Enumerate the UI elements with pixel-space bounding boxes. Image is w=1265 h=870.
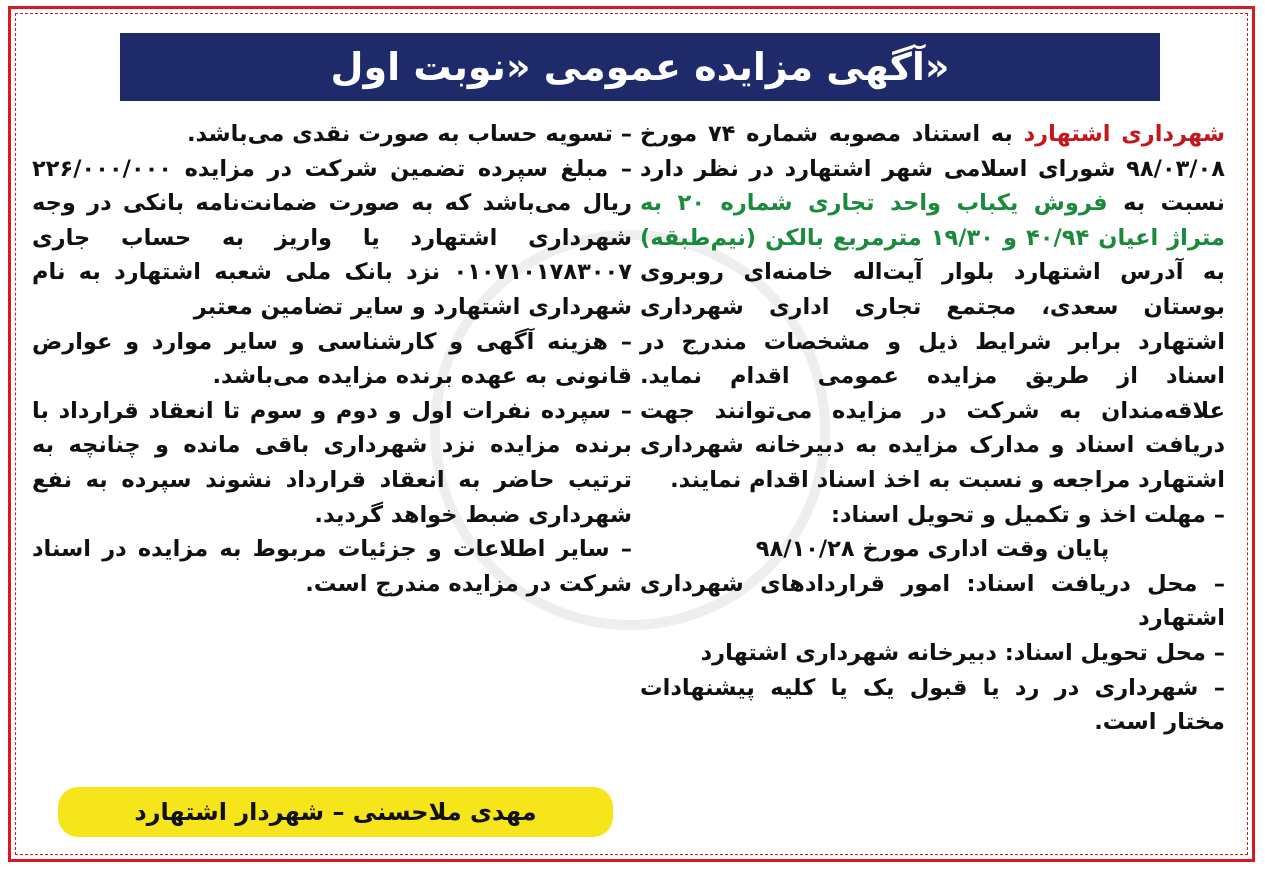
intro-text: به استناد مصوبه شماره ۷۴ مورخ ۹۸/۰۳/۰۸ شورای اسلامی شهر اشتهارد در نظر دارد نسبت به bbox=[640, 121, 1225, 217]
org-name: شهرداری اشتهارد bbox=[1023, 121, 1225, 147]
deadline-value: پایان وقت اداری مورخ ۹۸/۱۰/۲۸ bbox=[755, 536, 1110, 563]
ad-title-text: آگهی مزایده عمومی «نوبت اول» bbox=[330, 45, 950, 89]
ad-title bbox=[120, 33, 1160, 101]
receive-place: – محل دریافت اسناد: امور قراردادهای شهرداری اشتهارد bbox=[640, 570, 1225, 632]
condition-item: – هزینه آگهی و کارشناسی و سایر موارد و عوارض قانونی به عهده برنده مزایده می‌باشد. bbox=[32, 328, 632, 390]
condition-item: – سپرده نفرات اول و دوم و سوم تا انعقاد قرارداد با برنده مزایده نزد شهرداری باقی مانده و چنانچه به ترتیب حاضر به انعقاد قرارداد نشوند سپرده به نفع شهرداری ضبط خواهد گردید. bbox=[32, 397, 632, 528]
condition-item: – سایر اطلاعات و جزئیات مربوط به مزایده در اسناد شرکت در مزایده مندرج است. bbox=[32, 536, 632, 597]
right-column bbox=[640, 117, 1225, 740]
sale-item: فروش یکباب واحد تجاری شماره ۲۰ به متراژ اعیان ۴۰/۹۴ و ۱۹/۳۰ مترمربع بالکن (نیم‌طبقه) bbox=[640, 190, 1225, 251]
deliver-place: – محل تحویل اسناد: دبیرخانه شهرداری اشتهارد bbox=[700, 639, 1225, 666]
condition-item: – تسویه حساب به صورت نقدی می‌باشد. bbox=[187, 121, 632, 147]
address-text: به آدرس اشتهارد بلوار آیت‌اله خامنه‌ای روبروی بوستان سعدی، مجتمع تجاری اداری شهرداری اشتهارد برابر شرایط ذیل و مشخصات مندرج در اسناد از طریق مزایده عمومی اقدام نماید. علاقه‌مندان به شرکت در مزایده می‌توانند جهت دریافت اسناد و مدارک مزایده به دبیرخانه شهرداری اشتهارد مراجعه و نسبت به اخذ اسناد اقدام نمایند. bbox=[640, 259, 1225, 493]
intro-paragraph bbox=[640, 117, 1225, 498]
rights-clause: – شهرداری در رد یا قبول یک یا کلیه پیشنهادات مختار است. bbox=[640, 674, 1225, 736]
signature-box bbox=[58, 787, 613, 837]
deadline-label: – مهلت اخذ و تکمیل و تحویل اسناد: bbox=[831, 501, 1225, 528]
signature-text: مهدی ملاحسنی – شهردار اشتهارد bbox=[134, 798, 537, 826]
condition-item: – مبلغ سپرده تضمین شرکت در مزایده ۲۲۶/۰۰۰/۰۰۰ ریال می‌باشد که به صورت ضمانت‌نامه بانکی در وجه شهرداری اشتهارد یا واریز به حساب جاری ۰۱۰۷۱۰۱۷۸۳۰۰۷ نزد بانک ملی شعبه اشتهارد به نام شهرداری اشتهارد و سایر تضامین معتبر bbox=[32, 155, 632, 320]
left-column bbox=[32, 117, 632, 601]
